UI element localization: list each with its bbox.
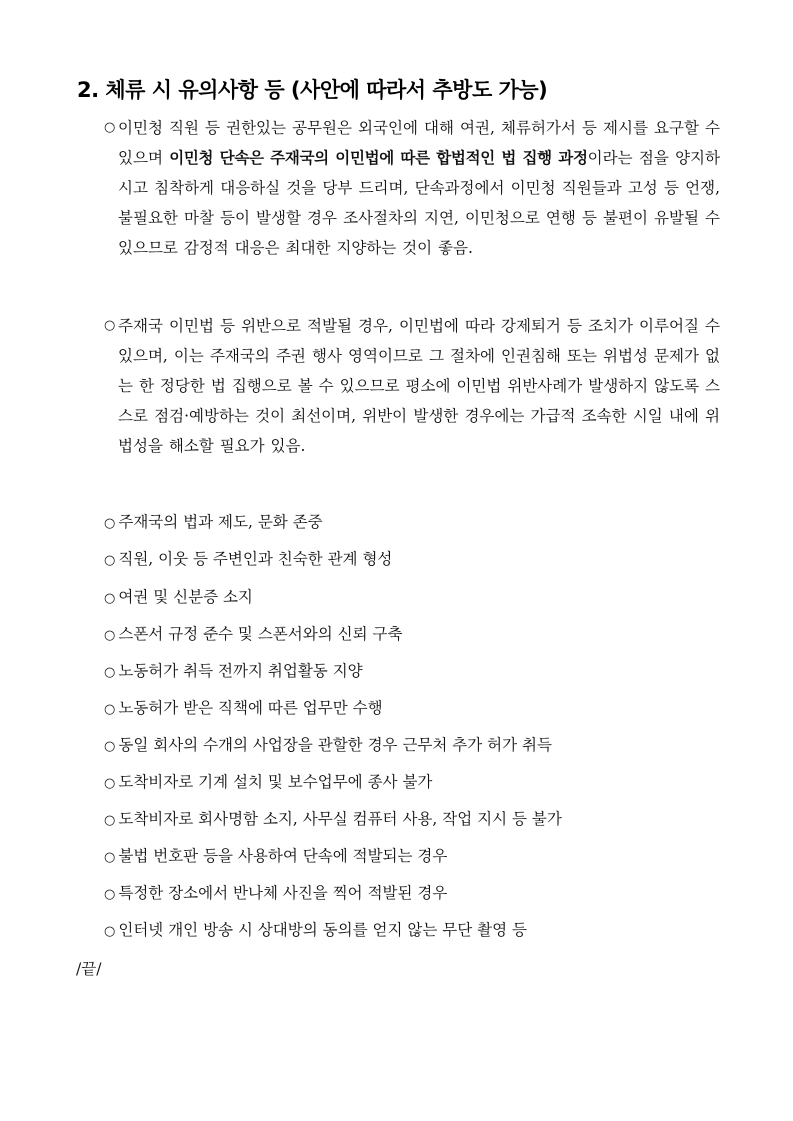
paragraph-2-lead: 주재국 이민법 등 위반으로 적발될 경우, 이민법에 따라 강제퇴거 등 조치가 이루어질 수 있으며, 이는 주재국의 주권 행사 영역이므로 그 절차에 인권침해 또는 위법성 문제가 없는 한 정당한 법 집행으로 볼 수 있으므로 평소에 이민법 위반사례가 발생하지 않도록 스스로 점검·예방하는 것이 최선이며, 위반이 발생한 경우에는 가급적 조속한 시일 내에 위법성을 해소할 필요가 있음. bbox=[118, 317, 720, 455]
list-item bbox=[104, 585, 253, 611]
bullet-icon: ○ bbox=[104, 591, 116, 606]
list-item-text: 직원, 이웃 등 주변인과 친숙한 관계 형성 bbox=[118, 550, 393, 568]
paragraph-1-body bbox=[104, 113, 720, 263]
bullet-icon: ○ bbox=[104, 553, 116, 568]
bullet-icon: ○ bbox=[104, 516, 116, 531]
bullet-icon: ○ bbox=[104, 702, 116, 717]
section-heading: 2. 체류 시 유의사항 등 (사안에 따라서 추방도 가능) bbox=[77, 78, 548, 102]
bullet-icon: ○ bbox=[104, 739, 116, 754]
paragraph-2-body bbox=[104, 311, 720, 461]
list-item bbox=[104, 918, 527, 944]
list-item-text: 도착비자로 회사명함 소지, 사무실 컴퓨터 사용, 작업 지시 등 불가 bbox=[118, 810, 562, 828]
bullet-icon: ○ bbox=[104, 813, 116, 828]
paragraph-1-emphasis: 이민청 단속은 주재국의 이민법에 따른 합법적인 법 집행 과정 bbox=[169, 149, 588, 167]
list-item bbox=[104, 510, 323, 536]
list-item-text: 도착비자로 기계 설치 및 보수업무에 종사 불가 bbox=[118, 773, 433, 791]
list-item bbox=[104, 547, 392, 573]
list-item-text: 동일 회사의 수개의 사업장을 관할한 경우 근무처 추가 허가 취득 bbox=[118, 736, 552, 754]
list-item bbox=[104, 733, 552, 759]
paragraph-1-lead: 이민청 직원 등 권한있는 공무원은 외국인에 대해 여권, 체류허가서 등 제시를 요구할 수 있으며 bbox=[118, 119, 720, 167]
list-item bbox=[104, 770, 432, 796]
bullet-icon: ○ bbox=[104, 120, 116, 135]
list-item bbox=[104, 807, 562, 833]
bullet-icon: ○ bbox=[104, 887, 116, 902]
bullet-icon: ○ bbox=[104, 850, 116, 865]
list-item-text: 스폰서 규정 준수 및 스폰서와의 신뢰 구축 bbox=[118, 625, 403, 643]
list-item bbox=[104, 844, 447, 870]
paragraph-2 bbox=[104, 311, 720, 461]
paragraph-1-tail: 이라는 점을 양지하시고 침착하게 대응하실 것을 당부 드리며, 단속과정에서 이민청 직원들과 고성 등 언쟁, 불필요한 마찰 등이 발생할 경우 조사절차의 지연, 이민청으로 연행 등 불편이 유발될 수 있으므로 감정적 대응은 최대한 지양하는 것이 좋음. bbox=[118, 149, 720, 257]
list-item bbox=[104, 659, 363, 685]
bullet-icon: ○ bbox=[104, 628, 116, 643]
end-mark: /끝/ bbox=[76, 960, 102, 978]
bullet-icon: ○ bbox=[104, 924, 116, 939]
list-item bbox=[104, 622, 402, 648]
list-item-text: 인터넷 개인 방송 시 상대방의 동의를 얻지 않는 무단 촬영 등 bbox=[118, 921, 527, 939]
list-item-text: 여권 및 신분증 소지 bbox=[118, 588, 253, 606]
bullet-icon: ○ bbox=[104, 665, 116, 680]
list-item-text: 불법 번호판 등을 사용하여 단속에 적발되는 경우 bbox=[118, 847, 448, 865]
list-item bbox=[104, 696, 383, 722]
list-item-text: 특정한 장소에서 반나체 사진을 찍어 적발된 경우 bbox=[118, 884, 448, 902]
bullet-icon: ○ bbox=[104, 318, 116, 333]
list-item-text: 노동허가 취득 전까지 취업활동 지양 bbox=[118, 662, 363, 680]
list-item bbox=[104, 881, 447, 907]
bullet-icon: ○ bbox=[104, 776, 116, 791]
list-item-text: 노동허가 받은 직책에 따른 업무만 수행 bbox=[118, 699, 383, 717]
list-item-text: 주재국의 법과 제도, 문화 존중 bbox=[118, 513, 323, 531]
paragraph-1 bbox=[104, 113, 720, 263]
